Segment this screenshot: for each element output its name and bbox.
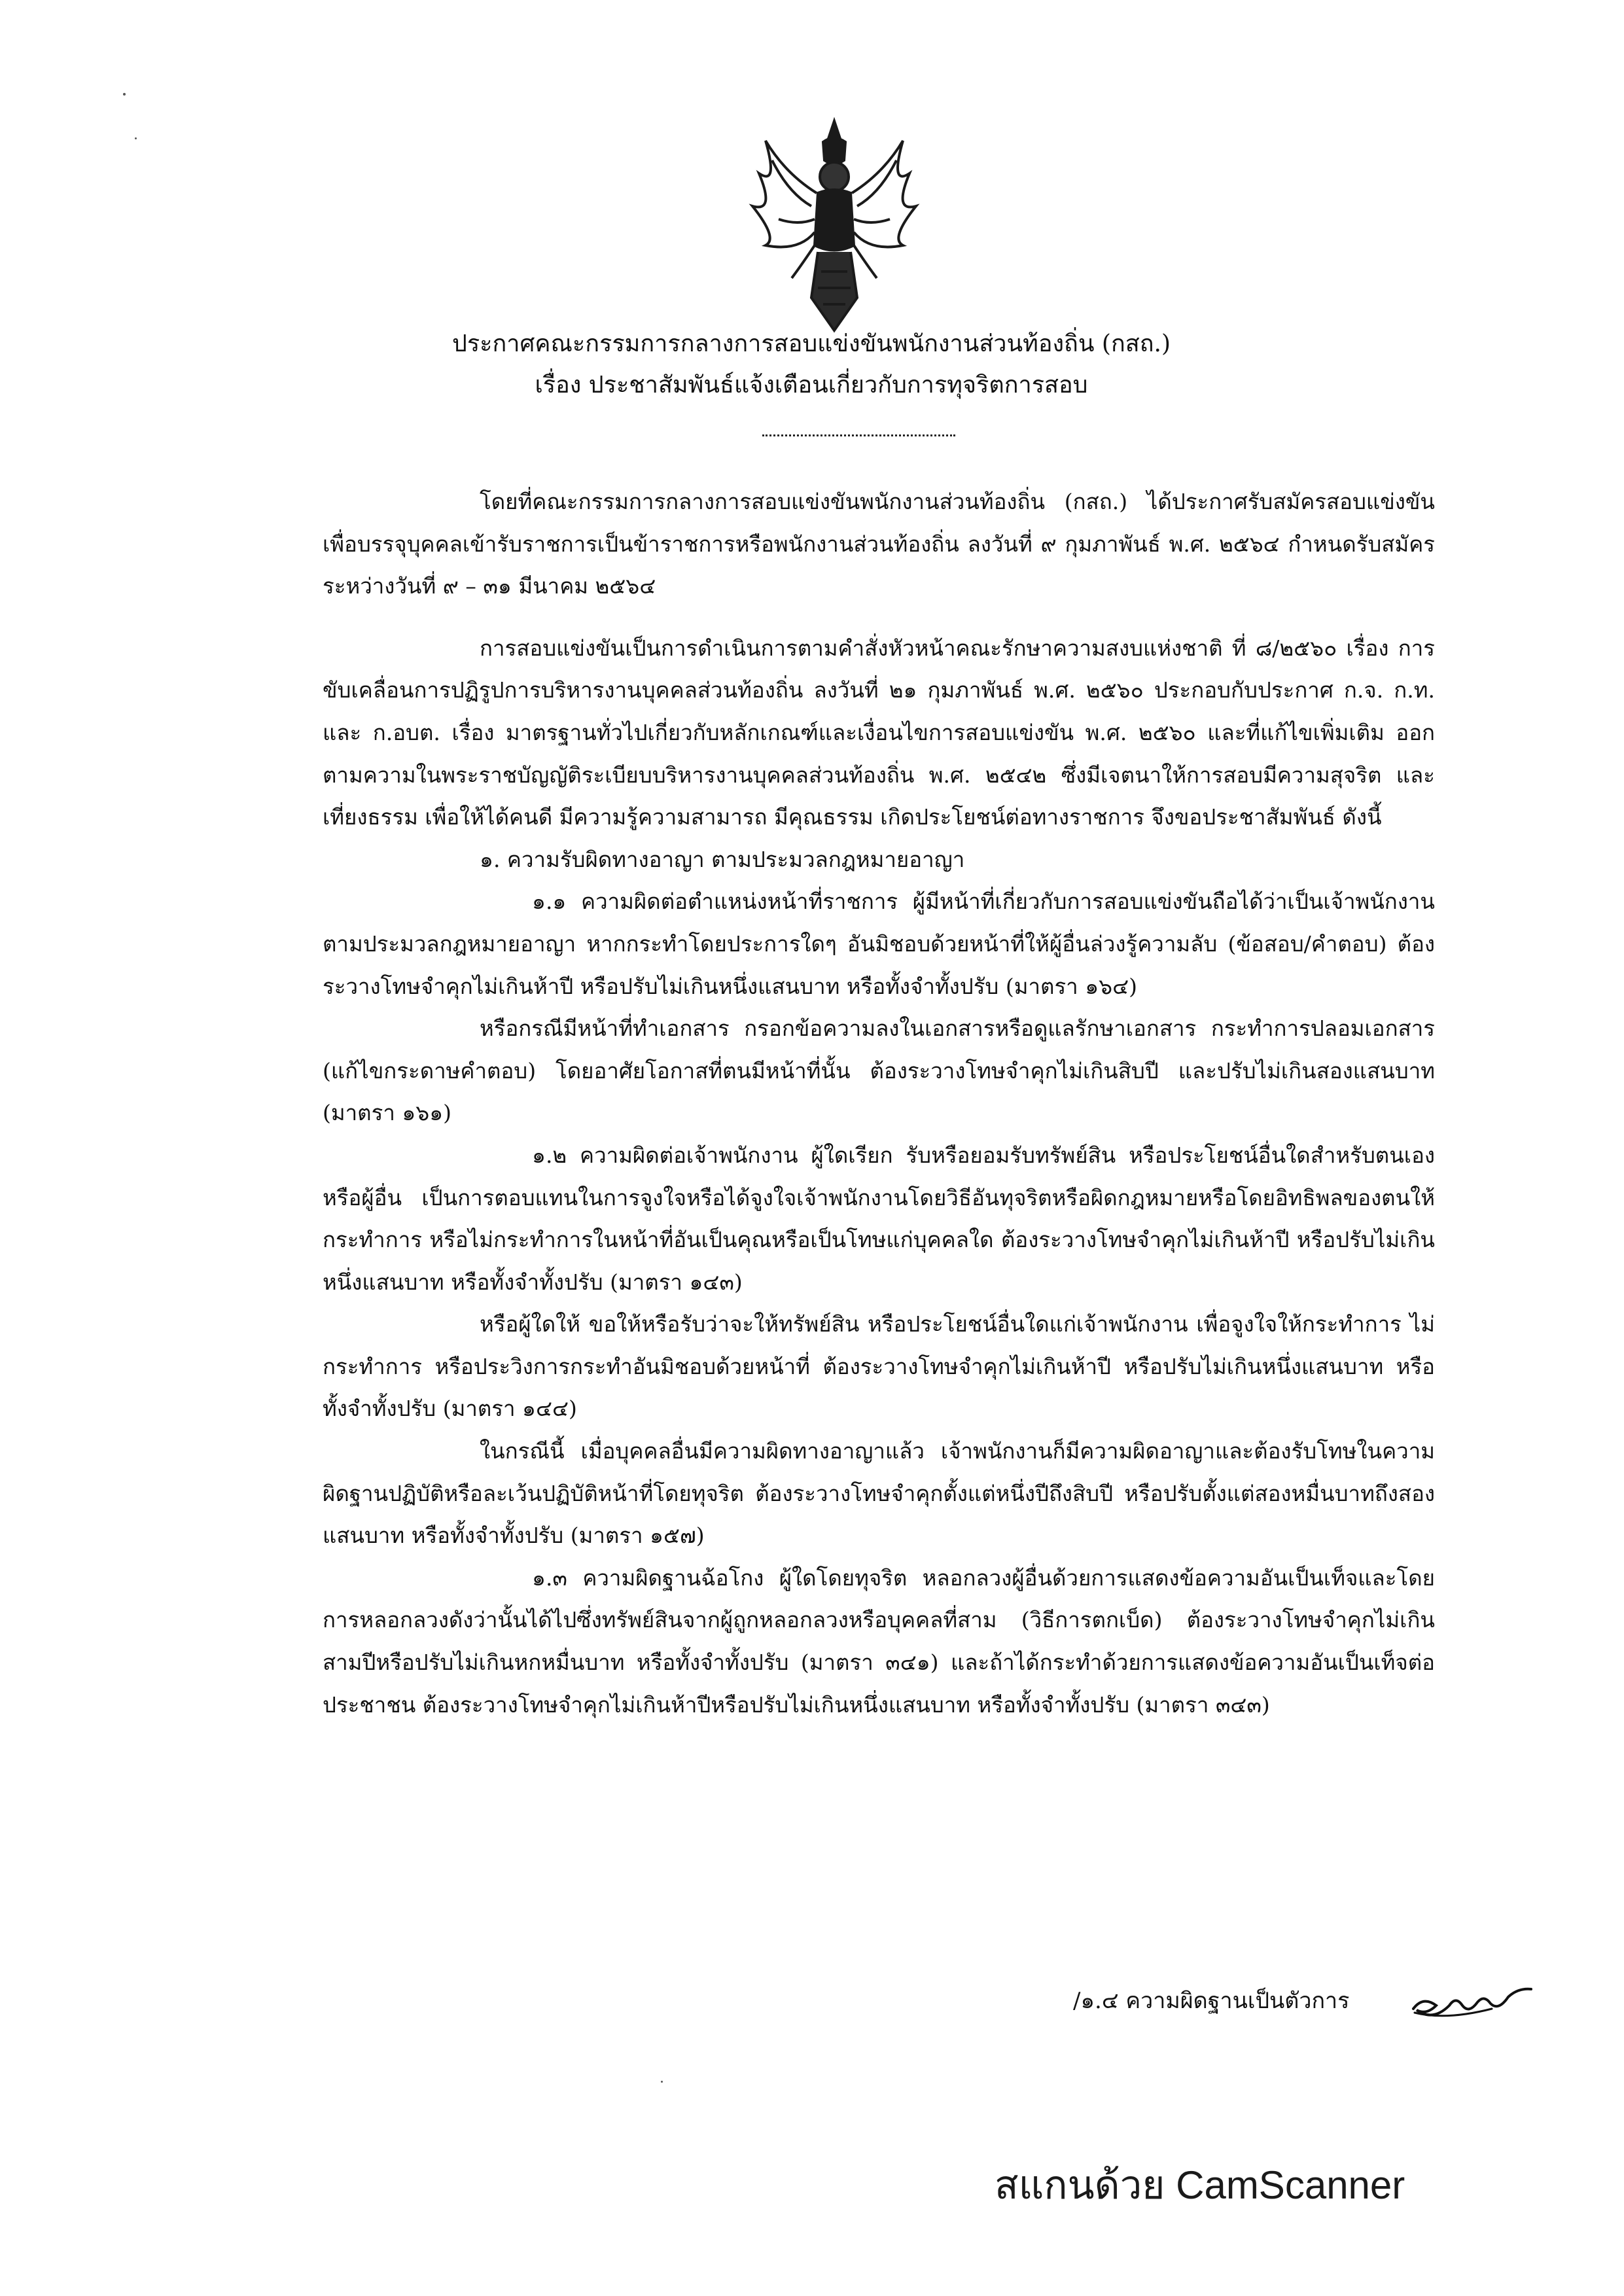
notice-body <box>323 481 1435 1726</box>
paragraph-1-1: ๑.๑ ความผิดต่อตำแหน่งหน้าที่ราชการ ผู้มีหน้าที่เกี่ยวกับการสอบแข่งขันถือได้ว่าเป็นเจ้าพนักงานตามประมวลกฎหมายอาญา หากกระทำโดยประการใดๆ อันมิชอบด้วยหน้าที่ให้ผู้อื่นล่วงรู้ความลับ (ข้อสอบ/คำตอบ) ต้องระวางโทษจำคุกไม่เกินห้าปี หรือปรับไม่เกินหนึ่งแสนบาท หรือทั้งจำทั้งปรับ (มาตรา ๑๖๔) <box>323 889 1435 999</box>
scan-speck <box>123 93 126 96</box>
notice-subject: เรื่อง ประชาสัมพันธ์แจ้งเตือนเกี่ยวกับการทุจริตการสอบ <box>535 372 1088 398</box>
notice-title: ประกาศคณะกรรมการกลางการสอบแข่งขันพนักงานส่วนท้องถิ่น (กสถ.) <box>451 330 1171 357</box>
paragraph-1-3: ๑.๓ ความผิดฐานฉ้อโกง ผู้ใดโดยทุจริต หลอกลวงผู้อื่นด้วยการแสดงข้อความอันเป็นเท็จและโดยการหลอกลวงดังว่านั้นได้ไปซึ่งทรัพย์สินจากผู้ถูกหลอกลวงหรือบุคคลที่สาม (วิธีการตกเบ็ด) ต้องระวางโทษจำคุกไม่เกินสามปีหรือปรับไม่เกินหกหมื่นบาท หรือทั้งจำทั้งปรับ (มาตรา ๓๔๑) และถ้าได้กระทำด้วยการแสดงข้อความอันเป็นเท็จต่อประชาชน ต้องระวางโทษจำคุกไม่เกินห้าปีหรือปรับไม่เกินหนึ่งแสนบาท หรือทั้งจำทั้งปรับ (มาตรา ๓๔๓) <box>323 1564 1435 1718</box>
paragraph-1-1-document-forgery: หรือกรณีมีหน้าที่ทำเอกสาร กรอกข้อความลงในเอกสารหรือดูแลรักษาเอกสาร กระทำการปลอมเอกสาร (แก้ไขกระดาษคำตอบ) โดยอาศัยโอกาสที่ตนมีหน้าที่นั้น ต้องระวางโทษจำคุกไม่เกินสิบปี และปรับไม่เกินสองแสนบาท (มาตรา ๑๖๑) <box>323 1016 1435 1126</box>
section-criminal-liability: ๑. ความรับผิดทางอาญา ตามประมวลกฎหมายอาญา <box>480 846 965 872</box>
paragraph-legal-basis: การสอบแข่งขันเป็นการดำเนินการตามคำสั่งหัวหน้าคณะรักษาความสงบแห่งชาติ ที่ ๘/๒๕๖๐ เรื่อง การขับเคลื่อนการปฏิรูปการบริหารงานบุคคลส่วนท้องถิ่น ลงวันที่ ๒๑ กุมภาพันธ์ พ.ศ. ๒๕๖๐ ประกอบกับประกาศ ก.จ. ก.ท. และ ก.อบต. เรื่อง มาตรฐานทั่วไปเกี่ยวกับหลักเกณฑ์และเงื่อนไขการสอบแข่งขัน พ.ศ. ๒๕๖๐ และที่แก้ไขเพิ่มเติม ออกตามความในพระราชบัญญัติระเบียบบริหารงานบุคคลส่วนท้องถิ่น พ.ศ. ๒๕๔๒ ซึ่งมีเจตนาให้การสอบมีความสุจริต และเที่ยงธรรม เพื่อให้ได้คนดี มีความรู้ความสามารถ มีคุณธรรม เกิดประโยชน์ต่อทางราชการ จึงขอประชาสัมพันธ์ ดังนี้ <box>323 635 1435 830</box>
title-divider <box>762 434 955 436</box>
paragraph-1-2: ๑.๒ ความผิดต่อเจ้าพนักงาน ผู้ใดเรียก รับหรือยอมรับทรัพย์สิน หรือประโยชน์อื่นใดสำหรับตนเองหรือผู้อื่น เป็นการตอบแทนในการจูงใจหรือได้จูงใจเจ้าพนักงานโดยวิธีอันทุจริตหรือผิดกฎหมายหรือโดยอิทธิพลของตนให้กระทำการ หรือไม่กระทำการในหน้าที่อันเป็นคุณหรือเป็นโทษแก่บุคคลใด ต้องระวางโทษจำคุกไม่เกินห้าปี หรือปรับไม่เกินหนึ่งแสนบาท หรือทั้งจำทั้งปรับ (มาตรา ๑๔๓) <box>323 1142 1435 1295</box>
paragraph-1-2-bribery: หรือผู้ใดให้ ขอให้หรือรับว่าจะให้ทรัพย์สิน หรือประโยชน์อื่นใดแก่เจ้าพนักงาน เพื่อจูงใจให้กระทำการ ไม่กระทำการ หรือประวิงการกระทำอันมิชอบด้วยหน้าที่ ต้องระวางโทษจำคุกไม่เกินห้าปี หรือปรับไม่เกินหนึ่งแสนบาท หรือทั้งจำทั้งปรับ (มาตรา ๑๔๔) <box>323 1311 1435 1422</box>
scan-speck <box>661 2081 663 2083</box>
page-continuation: /๑.๔ ความผิดฐานเป็นตัวการ <box>1073 1988 1350 2014</box>
paragraph-intro: โดยที่คณะกรรมการกลางการสอบแข่งขันพนักงานส่วนท้องถิ่น (กสถ.) ได้ประกาศรับสมัครสอบแข่งขันเพื่อบรรจุบุคคลเข้ารับราชการเป็นข้าราชการหรือพนักงานส่วนท้องถิ่น ลงวันที่ ๙ กุมภาพันธ์ พ.ศ. ๒๕๖๔ กำหนดรับสมัครระหว่างวันที่ ๙ – ๓๑ มีนาคม ๒๕๖๔ <box>323 489 1435 599</box>
scan-speck <box>135 137 137 139</box>
scanner-watermark: สแกนด้วย CamScanner <box>995 2163 1405 2207</box>
garuda-emblem-icon <box>739 115 929 337</box>
paragraph-1-2-official-misconduct: ในกรณีนี้ เมื่อบุคคลอื่นมีความผิดทางอาญาแล้ว เจ้าพนักงานก็มีความผิดอาญาและต้องรับโทษในความผิดฐานปฏิบัติหรือละเว้นปฏิบัติหน้าที่โดยทุจริต ต้องระวางโทษจำคุกตั้งแต่หนึ่งปีถึงสิบปี หรือปรับตั้งแต่สองหมื่นบาทถึงสองแสนบาท หรือทั้งจำทั้งปรับ (มาตรา ๑๕๗) <box>323 1438 1435 1549</box>
signature-icon <box>1400 1969 1544 2028</box>
